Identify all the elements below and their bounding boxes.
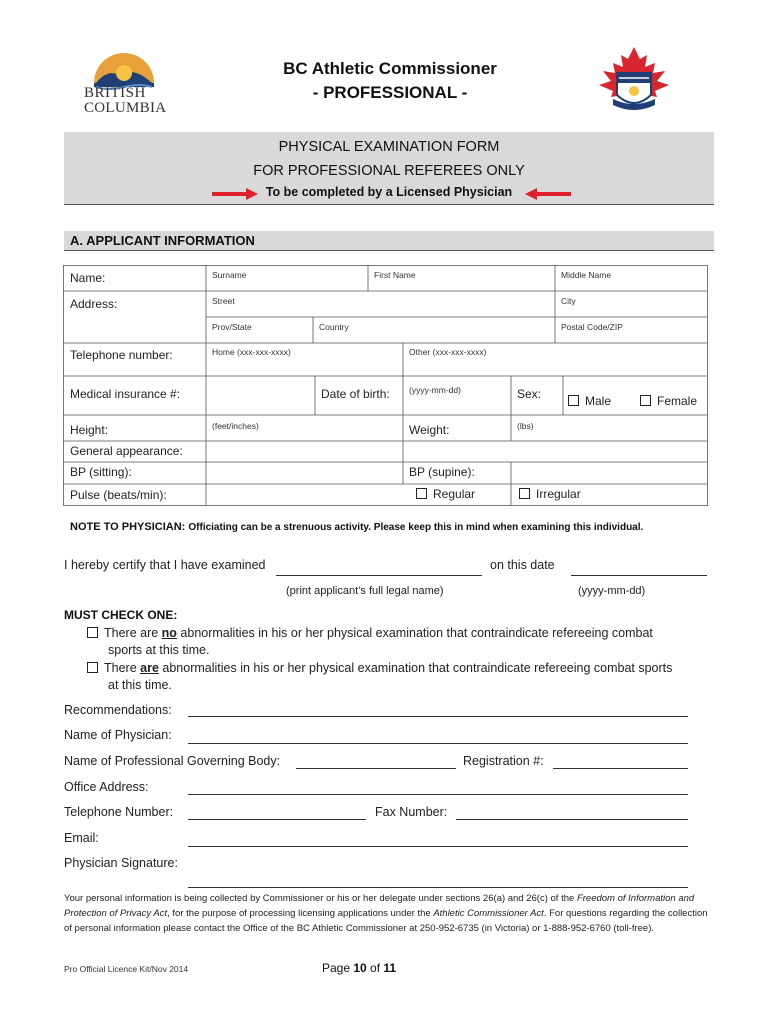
- opt2-text-b: are: [140, 661, 159, 675]
- physician-note: [70, 521, 643, 533]
- registration-label: Registration #:: [463, 754, 544, 768]
- first-name-field[interactable]: First Name: [374, 270, 416, 280]
- certify-date-text: on this date: [490, 558, 555, 572]
- checkbox-icon[interactable]: [87, 662, 98, 673]
- weight-field[interactable]: (lbs): [517, 421, 534, 431]
- opt1-text-d: sports at this time.: [108, 643, 210, 657]
- city-field[interactable]: City: [561, 296, 576, 306]
- other-phone-field[interactable]: Other (xxx-xxx-xxxx): [409, 347, 487, 357]
- signature-line[interactable]: [188, 887, 688, 888]
- privacy-text-3: . For questions regarding the collection of personal information please contact the Office of the BC Athletic Commissioner at 250-952-6735 (in Victoria) or 1-888-952-6760 (toll-free).: [64, 908, 708, 934]
- email-label: Email:: [64, 831, 99, 845]
- section-a-title: A. APPLICANT INFORMATION: [70, 233, 255, 248]
- street-field[interactable]: Street: [212, 296, 235, 306]
- form-title: PHYSICAL EXAMINATION FORM: [278, 139, 500, 155]
- must-check-title: MUST CHECK ONE:: [64, 608, 178, 622]
- name-label: Name:: [70, 271, 106, 285]
- irregular-label: Irregular: [536, 487, 581, 501]
- opt2-text-d: at this time.: [108, 678, 172, 692]
- privacy-text-2: , for the purpose of processing licensing applications under the: [167, 908, 434, 919]
- form-subtitle: FOR PROFESSIONAL REFEREES ONLY: [253, 163, 525, 179]
- page-subtitle: - PROFESSIONAL -: [312, 83, 468, 102]
- form-instruction: To be completed by a Licensed Physician: [265, 185, 513, 199]
- checkbox-icon[interactable]: [519, 488, 530, 499]
- page-prefix: Page: [322, 961, 354, 975]
- governing-body-line[interactable]: [296, 768, 456, 769]
- email-line[interactable]: [188, 846, 688, 847]
- option-are-abnormalities[interactable]: [87, 661, 672, 675]
- certify-date-line[interactable]: [571, 575, 707, 576]
- checkbox-icon[interactable]: [568, 395, 579, 406]
- page-of: of: [366, 961, 384, 975]
- commissioner-act-name: Athletic Commissioner Act: [433, 908, 544, 919]
- general-appearance-label: General appearance:: [70, 444, 183, 458]
- opt1-text-a: There are: [104, 626, 162, 640]
- height-field[interactable]: (feet/inches): [212, 421, 259, 431]
- applicant-name-line[interactable]: [276, 575, 482, 576]
- note-label: NOTE TO PHYSICIAN:: [70, 521, 186, 533]
- weight-label: Weight:: [409, 423, 450, 437]
- telephone-label: Telephone number:: [70, 348, 173, 362]
- telephone-number-line[interactable]: [188, 819, 366, 820]
- male-option[interactable]: [568, 394, 611, 408]
- medical-insurance-label: Medical insurance #:: [70, 387, 181, 401]
- pulse-label: Pulse (beats/min):: [70, 488, 167, 502]
- recommendations-line[interactable]: [188, 716, 688, 717]
- governing-body-label: Name of Professional Governing Body:: [64, 754, 281, 768]
- checkbox-icon[interactable]: [640, 395, 651, 406]
- logo-text-columbia: COLUMBIA: [84, 100, 167, 116]
- address-label: Address:: [70, 297, 118, 311]
- registration-line[interactable]: [553, 768, 688, 769]
- home-phone-field[interactable]: Home (xxx-xxx-xxxx): [212, 347, 291, 357]
- regular-label: Regular: [433, 487, 476, 501]
- page-total: 11: [383, 961, 397, 975]
- fax-line[interactable]: [456, 819, 688, 820]
- arrow-right-icon: [212, 188, 258, 200]
- male-label: Male: [585, 394, 612, 408]
- opt2-text-c: abnormalities in his or her physical examination that contraindicate refereeing combat sports: [158, 661, 673, 675]
- office-address-line[interactable]: [188, 794, 688, 795]
- physician-name-line[interactable]: [188, 743, 688, 744]
- applicant-name-hint: (print applicant’s full legal name): [286, 585, 444, 597]
- opt2-text-a: There: [104, 661, 141, 675]
- female-label: Female: [657, 394, 698, 408]
- signature-label: Physician Signature:: [64, 856, 178, 870]
- licence-kit-label: Pro Official Licence Kit/Nov 2014: [64, 964, 189, 974]
- checkbox-icon[interactable]: [416, 488, 427, 499]
- sex-label: Sex:: [517, 387, 542, 401]
- dob-label: Date of birth:: [321, 387, 390, 401]
- height-label: Height:: [70, 423, 109, 437]
- country-field[interactable]: Country: [319, 322, 349, 332]
- page-current: 10: [353, 961, 367, 975]
- certify-text: I hereby certify that I have examined: [64, 558, 266, 572]
- checkbox-icon[interactable]: [87, 627, 98, 638]
- opt1-text-b: no: [161, 626, 177, 640]
- surname-field[interactable]: Surname: [212, 270, 247, 280]
- female-option[interactable]: [640, 394, 697, 408]
- privacy-act-name: Freedom of Information and Protection of Privacy Act: [64, 893, 695, 919]
- bp-supine-label: BP (supine):: [409, 465, 475, 479]
- option-no-abnormalities[interactable]: [87, 626, 653, 640]
- opt1-text-c: abnormalities in his or her physical examination that contraindicate refereeing combat: [176, 626, 653, 640]
- note-text: Officiating can be a strenuous activity. Please keep this in mind when examining this individual.: [188, 522, 644, 533]
- applicant-table-grid: [63, 265, 709, 507]
- prov-state-field[interactable]: Prov/State: [212, 322, 252, 332]
- physician-name-label: Name of Physician:: [64, 728, 172, 742]
- commissioner-crest-logo: [595, 45, 673, 119]
- certify-date-hint: (yyyy-mm-dd): [578, 585, 646, 597]
- postal-code-field[interactable]: Postal Code/ZIP: [561, 322, 623, 332]
- privacy-text-1: Your personal information is being collected by Commissioner or his or her delegate under sections 26(a) and 26(c) of the: [64, 893, 577, 904]
- arrow-left-icon: [525, 188, 571, 200]
- middle-name-field[interactable]: Middle Name: [561, 270, 612, 280]
- logo-text-british: BRITISH: [84, 85, 146, 101]
- bp-sitting-label: BP (sitting):: [70, 465, 132, 479]
- dob-field[interactable]: (yyyy-mm-dd): [409, 385, 461, 395]
- privacy-notice: [64, 891, 714, 936]
- page-title: BC Athletic Commissioner: [283, 59, 497, 78]
- page-number: [322, 961, 396, 975]
- recommendations-label: Recommendations:: [64, 703, 172, 717]
- regular-option[interactable]: [416, 487, 475, 501]
- office-address-label: Office Address:: [64, 780, 149, 794]
- telephone-number-label: Telephone Number:: [64, 805, 174, 819]
- irregular-option[interactable]: [519, 487, 581, 501]
- fax-label: Fax Number:: [375, 805, 448, 819]
